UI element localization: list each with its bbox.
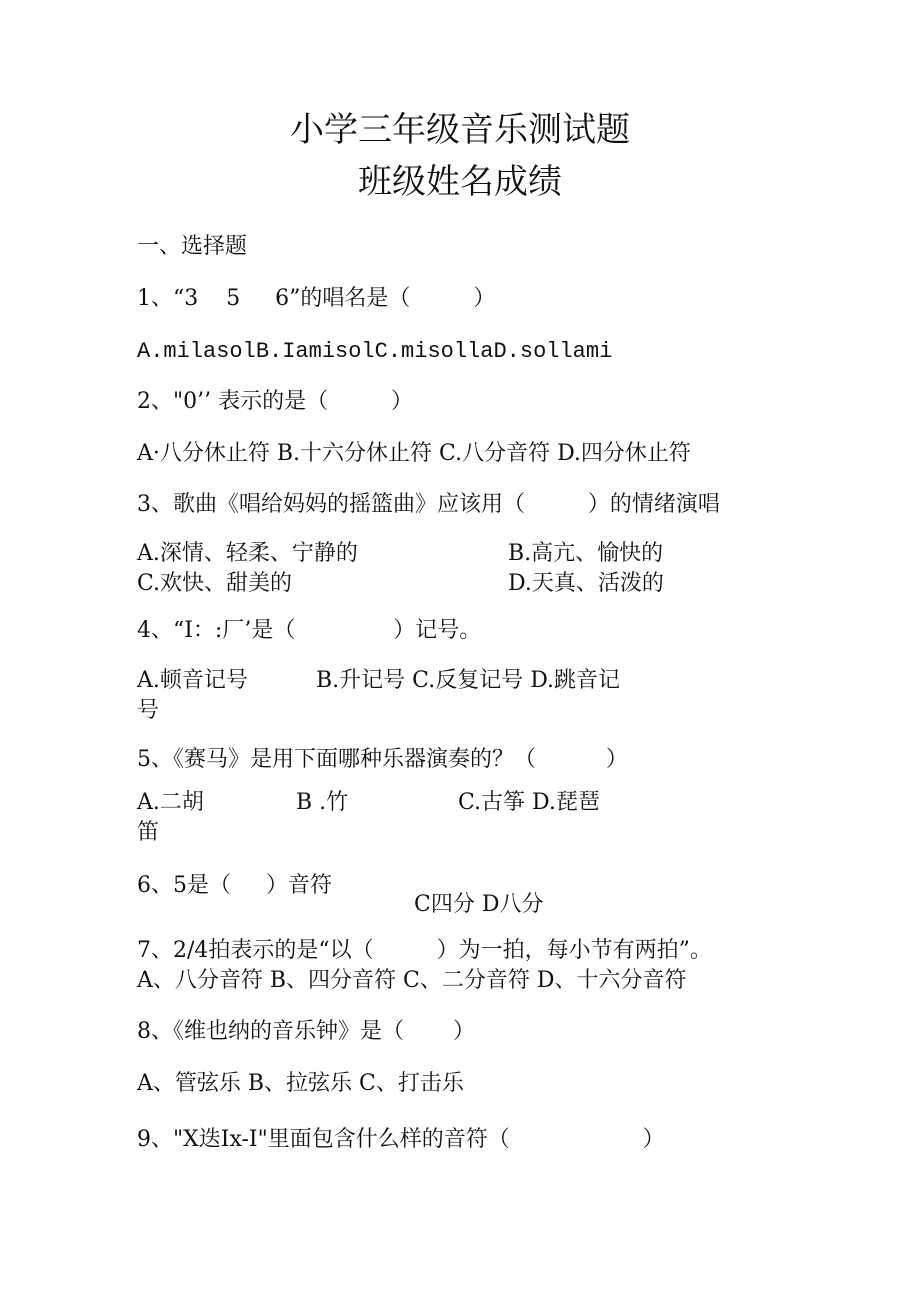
question-4-option-a: A.顿音记号: [137, 668, 248, 693]
question-6-stem: 6、5是（ ）音符: [137, 873, 332, 898]
question-9-stem: 9、"X迭Ix-I"里面包含什么样的音符（ ）: [137, 1127, 665, 1152]
question-3-option-b: B.高亢、愉快的: [508, 541, 664, 566]
question-6-options: C四分 D八分: [414, 892, 544, 917]
question-4-option-wrap: 号: [137, 698, 160, 723]
question-8-stem: 8、《维也纳的音乐钟》是（ ）: [137, 1019, 475, 1044]
question-8-options: A、管弦乐 B、拉弦乐 C、打击乐: [137, 1071, 464, 1096]
question-3-option-c: C.欢快、甜美的: [137, 571, 293, 596]
question-4-stem: 4、“I：:厂’是（ ）记号。: [137, 618, 482, 643]
question-5-stem: 5、《赛马》是用下面哪种乐器演奏的？（ ）: [137, 747, 628, 772]
question-5-option-cd: C.古筝 D.琵琶: [458, 790, 600, 815]
question-2-options: A·八分休止符 B.十六分休止符 C.八分音符 D.四分休止符: [137, 441, 691, 466]
section-heading: 一、选择题: [137, 234, 248, 259]
page-subtitle: 班级姓名成绩: [358, 162, 562, 202]
question-3-stem: 3、歌曲《唱给妈妈的摇篮曲》应该用（ ）的情绪演唱: [137, 492, 720, 517]
question-1-stem: 1、“3 5 6”的唱名是（ ）: [137, 286, 496, 311]
question-3-option-a: A.深情、轻柔、宁静的: [137, 541, 358, 566]
question-5-option-wrap: 笛: [137, 820, 160, 845]
question-5-option-b: B .竹: [296, 790, 349, 815]
question-2-stem: 2、"0’’ 表示的是（ ）: [137, 389, 414, 414]
question-4-option-bcd: B.升记号 C.反复记号 D.跳音记: [316, 668, 621, 693]
question-3-option-d: D.天真、活泼的: [508, 571, 664, 596]
question-1-options: A.milasolB.IamisolC.misollaD.sollami: [137, 339, 613, 364]
question-7-options: A、八分音符 B、四分音符 C、二分音符 D、十六分音符: [137, 968, 687, 993]
question-7-stem: 7、2/4拍表示的是“以（ ）为一拍，每小节有两拍”。: [137, 938, 712, 963]
question-5-option-a: A.二胡: [137, 790, 204, 815]
page-title: 小学三年级音乐测试题: [290, 110, 630, 150]
